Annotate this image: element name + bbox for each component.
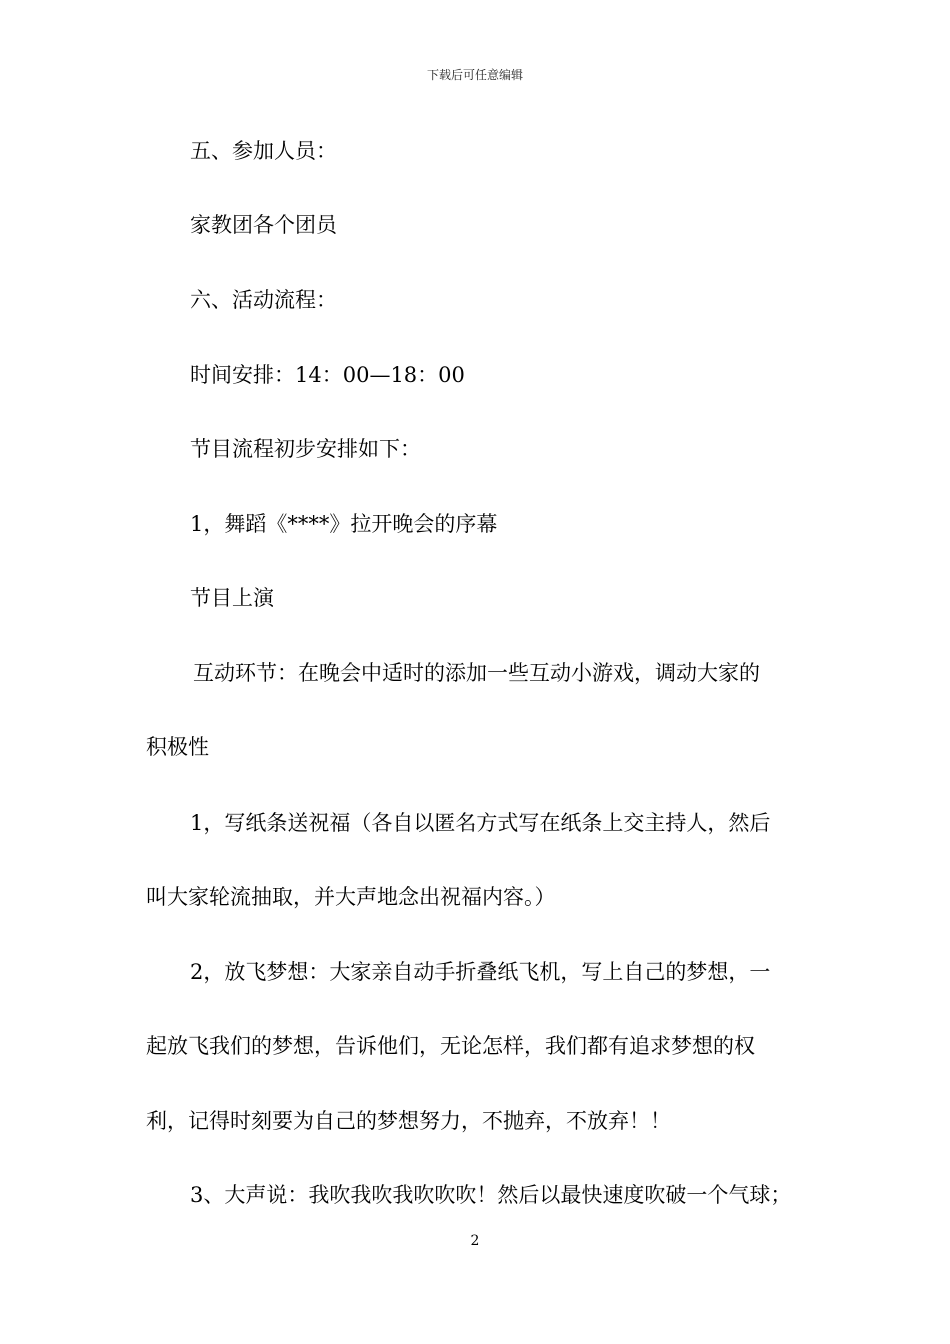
paragraph-interaction-line1: 互动环节：在晚会中适时的添加一些互动小游戏，调动大家的 bbox=[193, 661, 760, 685]
paragraph-dreams-line3: 利，记得时刻要为自己的梦想努力，不抛弃，不放弃！！ bbox=[146, 1109, 671, 1133]
paragraph-interaction-line2: 积极性 bbox=[146, 735, 209, 759]
section-heading-participants: 五、参加人员： bbox=[190, 139, 337, 163]
paragraph-wishes-line1: 1，写纸条送祝福（各自以匿名方式写在纸条上交主持人，然后 bbox=[190, 811, 771, 835]
paragraph-dreams-line2: 起放飞我们的梦想，告诉他们，无论怎样，我们都有追求梦想的权 bbox=[146, 1034, 755, 1058]
paragraph-participants: 家教团各个团员 bbox=[190, 213, 337, 237]
page-number: 2 bbox=[470, 1233, 480, 1249]
section-heading-process: 六、活动流程： bbox=[190, 288, 337, 312]
paragraph-dance-opening: 1，舞蹈《****》拉开晚会的序幕 bbox=[190, 512, 498, 536]
paragraph-performances: 节目上演 bbox=[190, 586, 274, 610]
paragraph-wishes-line2: 叫大家轮流抽取，并大声地念出祝福内容。） bbox=[146, 885, 556, 909]
paragraph-balloon-game: 3、大声说：我吹我吹我吹吹吹！然后以最快速度吹破一个气球； bbox=[190, 1183, 792, 1207]
paragraph-program-intro: 节目流程初步安排如下： bbox=[190, 437, 421, 461]
paragraph-schedule-time: 时间安排：14：00—18：00 bbox=[190, 363, 465, 387]
page-header: 下载后可任意编辑 bbox=[426, 68, 523, 82]
paragraph-dreams-line1: 2，放飞梦想：大家亲自动手折叠纸飞机，写上自己的梦想，一 bbox=[190, 960, 771, 984]
